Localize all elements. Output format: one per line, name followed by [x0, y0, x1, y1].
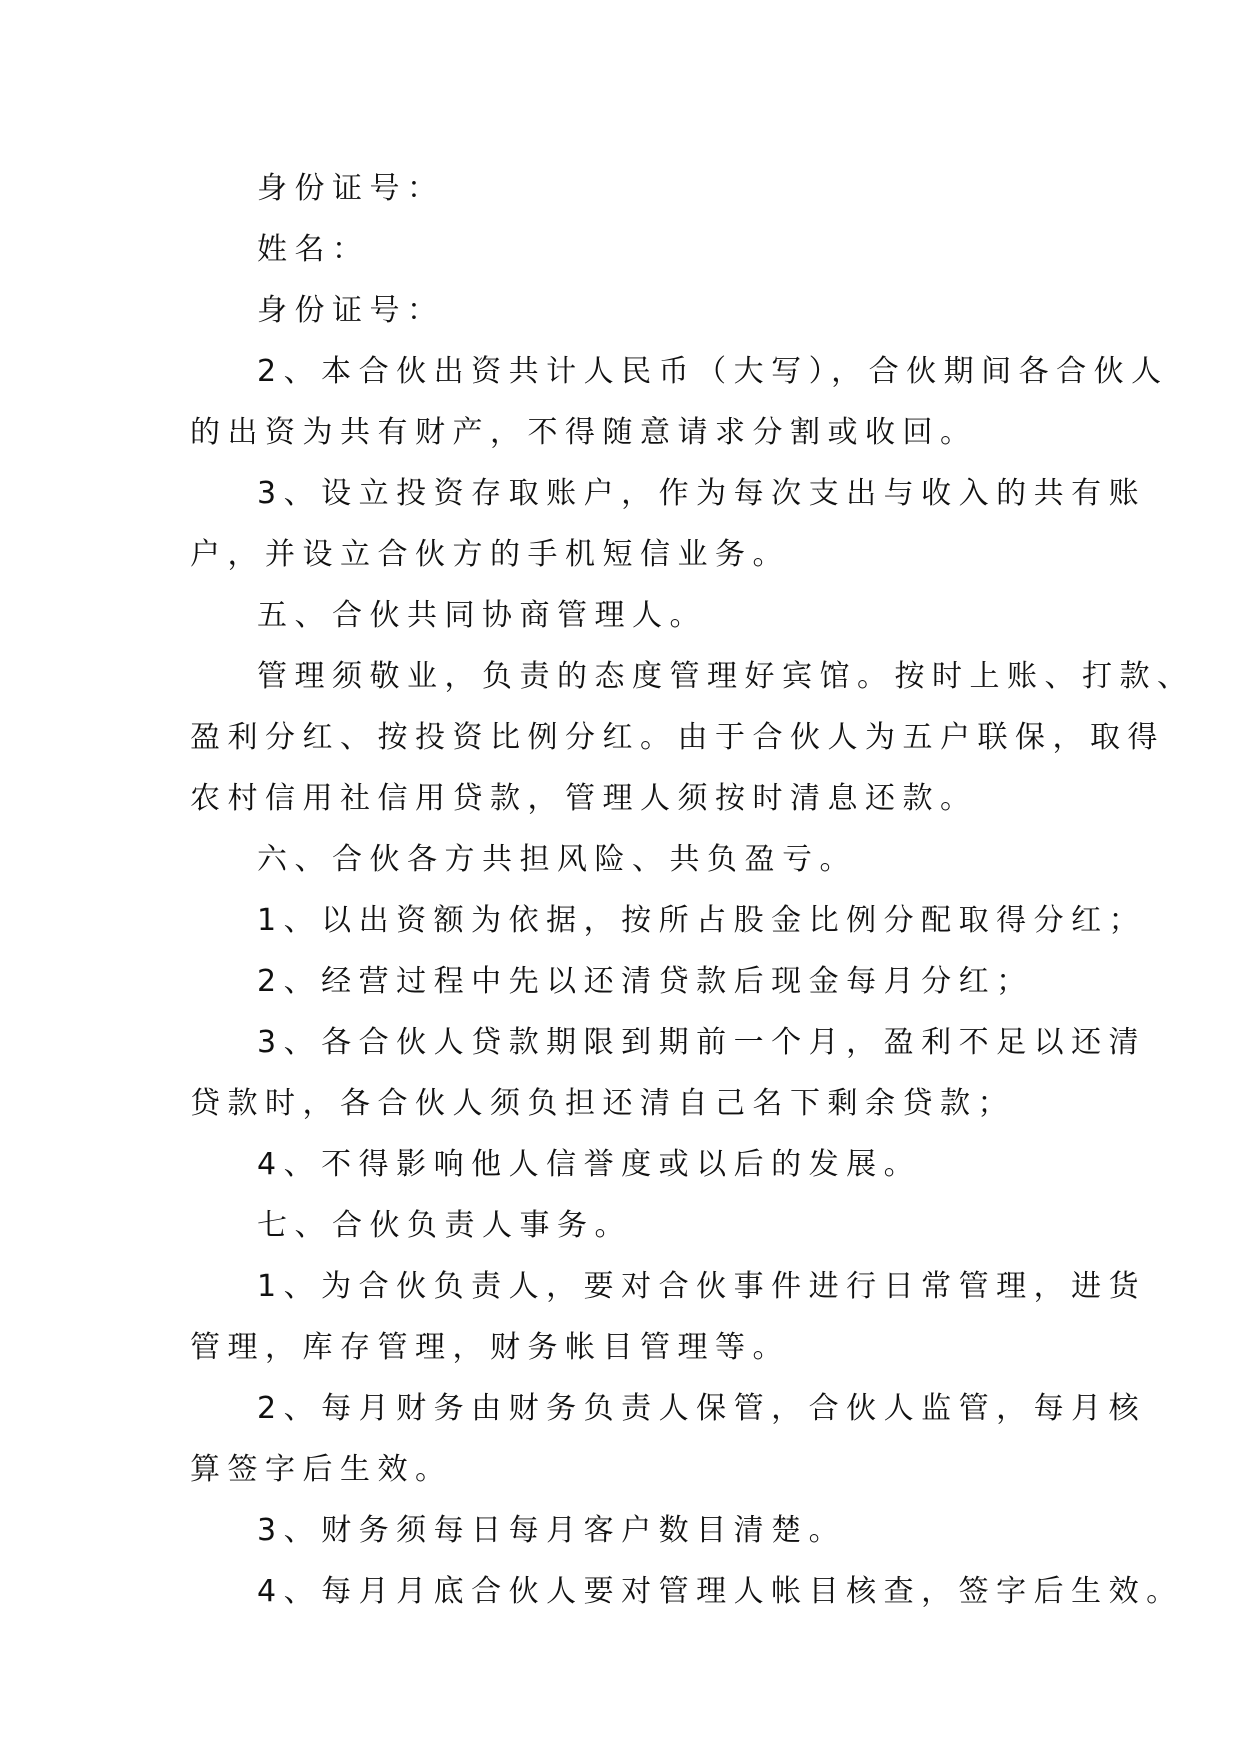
- section-heading: 五、合伙共同协商管理人。: [257, 598, 707, 633]
- text-line: 算签字后生效。: [190, 1452, 453, 1487]
- text-line: 2、经营过程中先以还清贷款后现金每月分红；: [257, 964, 1034, 999]
- text-line: 身份证号：: [257, 171, 445, 206]
- section-heading: 六、合伙各方共担风险、共负盈亏。: [257, 842, 857, 877]
- text-line: 1、以出资额为依据，按所占股金比例分配取得分红；: [257, 903, 1147, 938]
- text-line: 盈利分红、按投资比例分红。由于合伙人为五户联保，取得: [190, 720, 1165, 755]
- text-line: 3、各合伙人贷款期限到期前一个月，盈利不足以还清: [257, 1025, 1147, 1060]
- text-line: 3、设立投资存取账户，作为每次支出与收入的共有账: [257, 476, 1147, 511]
- text-line: 的出资为共有财产，不得随意请求分割或收回。: [190, 415, 978, 450]
- text-line: 4、每月月底合伙人要对管理人帐目核查，签字后生效。: [257, 1574, 1184, 1609]
- section-heading: 七、合伙负责人事务。: [257, 1208, 632, 1243]
- text-line: 身份证号：: [257, 293, 445, 328]
- text-line: 2、本合伙出资共计人民币（大写），合伙期间各合伙人: [257, 354, 1169, 389]
- text-line: 1、为合伙负责人，要对合伙事件进行日常管理，进货: [257, 1269, 1147, 1304]
- text-line: 户，并设立合伙方的手机短信业务。: [190, 537, 790, 572]
- text-line: 2、每月财务由财务负责人保管，合伙人监管，每月核: [257, 1391, 1147, 1426]
- text-line: 姓名：: [257, 232, 370, 267]
- text-line: 4、不得影响他人信誉度或以后的发展。: [257, 1147, 922, 1182]
- text-line: 农村信用社信用贷款，管理人须按时清息还款。: [190, 781, 978, 816]
- text-line: 贷款时，各合伙人须负担还清自己名下剩余贷款；: [190, 1086, 1015, 1121]
- text-line: 管理须敬业，负责的态度管理好宾馆。按时上账、打款、: [257, 659, 1195, 694]
- document-body: [190, 158, 1195, 1622]
- text-line: 3、财务须每日每月客户数目清楚。: [257, 1513, 847, 1548]
- text-line: 管理，库存管理，财务帐目管理等。: [190, 1330, 790, 1365]
